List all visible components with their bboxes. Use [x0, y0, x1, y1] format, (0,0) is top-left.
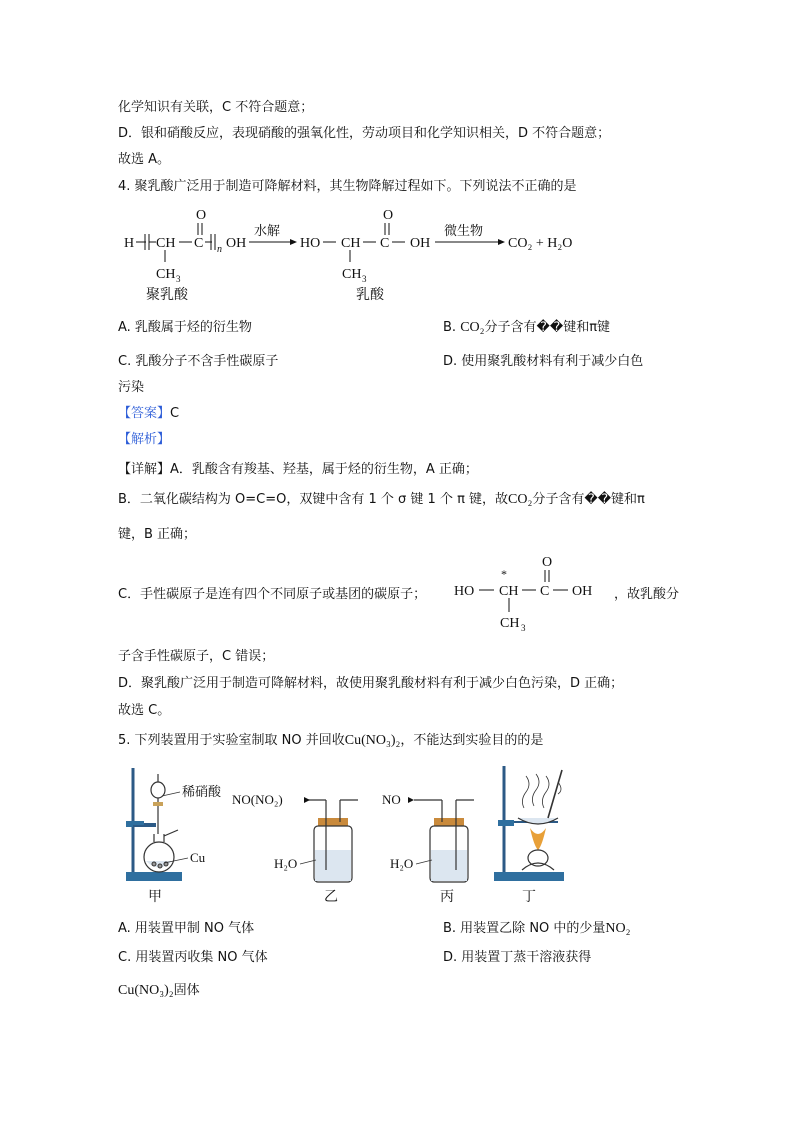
label-bing: 丙	[440, 889, 454, 905]
answer-value: C	[170, 406, 180, 421]
q4-option-a: A. 乳酸属于烃的衍生物	[118, 320, 252, 335]
svg-text:CH: CH	[342, 267, 362, 282]
q4-option-d: D. 使用聚乳酸材料有利于减少白色	[443, 354, 644, 369]
svg-text:HO: HO	[454, 584, 475, 599]
analysis-tag: 【解析】	[118, 432, 171, 447]
option-b-suffix: 分子含有��键和π键	[484, 320, 611, 335]
q5-stem-suffix: ，不能达到实验目的的是	[400, 733, 544, 748]
detail-c-part2: ，故乳酸分	[614, 587, 680, 602]
svg-text:3: 3	[176, 274, 181, 284]
svg-text:3: 3	[521, 623, 526, 632]
svg-text:CH: CH	[500, 616, 520, 631]
gas-in-yi-label: NO(NO₂)	[232, 792, 283, 807]
detail-a: A．乳酸含有羧基、羟基，属于烃的衍生物，A 正确；	[170, 462, 478, 477]
co2-formula: CO₂	[460, 320, 485, 335]
q5-option-c: C. 用装置丙收集 NO 气体	[118, 950, 268, 965]
apparatus-yi	[300, 800, 358, 882]
detail-b-line	[118, 491, 645, 509]
question-5-stem	[118, 732, 543, 750]
q5-option-b	[443, 920, 631, 938]
label-ding: 丁	[522, 889, 536, 905]
svg-text:C: C	[194, 236, 204, 251]
svg-text:CH: CH	[341, 236, 361, 251]
dilute-nitric-acid-label: 稀硝酸	[182, 785, 222, 800]
detail-b-part2: 分子含有��键和π	[532, 492, 645, 507]
q5-option-d-suffix: 固体	[173, 983, 200, 998]
svg-text:*: *	[501, 567, 507, 581]
conclusion: 故选 C。	[118, 703, 171, 718]
polymer-label: 聚乳酸	[146, 287, 188, 303]
lactic-acid-label: 乳酸	[356, 287, 384, 303]
copper-label: Cu	[190, 850, 206, 865]
q4-option-b	[443, 319, 610, 337]
arrow-label-microbe: 微生物	[444, 224, 484, 239]
apparatus-ding	[494, 766, 564, 881]
detail-c-part1: C．手性碳原子是连有四个不同原子或基团的碳原子；	[118, 587, 427, 602]
q5-option-a: A. 用装置甲制 NO 气体	[118, 921, 255, 936]
svg-text:OH: OH	[572, 584, 593, 599]
text-line: D．银和硝酸反应，表现硝酸的强氧化性，劳动项目和化学知识相关，D 不符合题意；	[118, 126, 611, 141]
chiral-lactic-acid-structure	[452, 550, 614, 632]
cu-nitrate-formula: Cu(NO₃)₂	[344, 733, 401, 748]
text-line: 化学知识有关联，C 不符合题意；	[118, 100, 314, 115]
no2-formula: NO₂	[605, 921, 631, 936]
apparatus-jia	[126, 768, 188, 881]
co2-formula: CO₂	[508, 492, 533, 507]
detail-c-continued: 子含手性碳原子，C 错误；	[118, 649, 275, 664]
q5-option-d: D. 用装置丁蒸干溶液获得	[443, 950, 592, 965]
answer-line	[118, 405, 179, 423]
svg-text:3: 3	[362, 274, 367, 284]
svg-text:O: O	[383, 208, 394, 223]
svg-text:n: n	[217, 244, 222, 255]
svg-text:OH: OH	[410, 236, 431, 251]
water-label-yi: H₂O	[274, 856, 298, 871]
svg-text:OH: OH	[226, 236, 247, 251]
q5-option-d-continued	[118, 982, 200, 1000]
svg-text:H: H	[124, 236, 135, 251]
svg-text:CH: CH	[499, 584, 519, 599]
water-label-bing: H₂O	[390, 856, 414, 871]
q4-reaction-scheme	[118, 200, 618, 306]
label-yi: 乙	[324, 889, 338, 905]
svg-text:C: C	[540, 584, 550, 599]
option-b-prefix: B.	[443, 320, 461, 335]
q5-option-b-prefix: B. 用装置乙除 NO 中的少量	[443, 921, 606, 936]
cu-nitrate-formula: Cu(NO₃)₂	[118, 983, 174, 998]
detail-b-continued: 键，B 正确；	[118, 527, 197, 542]
question-4-stem: 4. 聚乳酸广泛用于制造可降解材料，其生物降解过程如下。下列说法不正确的是	[118, 179, 577, 194]
arrow-label-hydrolysis: 水解	[254, 224, 281, 239]
svg-text:CH: CH	[156, 267, 176, 282]
q5-apparatus-figure	[118, 760, 588, 908]
svg-text:CH: CH	[156, 236, 176, 251]
apparatus-bing	[414, 800, 474, 882]
q4-option-d-continued: 污染	[118, 380, 145, 395]
detail-a-line	[118, 461, 478, 479]
label-jia: 甲	[148, 889, 162, 905]
text-line: 故选 A。	[118, 152, 171, 167]
gas-in-bing-label: NO	[382, 792, 401, 807]
products-text: CO₂ + H₂O	[508, 236, 573, 251]
answer-tag: 【答案】	[118, 406, 171, 421]
detail-tag: 【详解】	[118, 462, 171, 477]
svg-text:C: C	[380, 236, 390, 251]
svg-text:O: O	[196, 208, 207, 223]
q4-option-c: C. 乳酸分子不含手性碳原子	[118, 354, 279, 369]
svg-text:HO: HO	[300, 236, 321, 251]
detail-b-part1: B．二氧化碳结构为 O=C=O，双键中含有 1 个 σ 键 1 个 π 键，故	[118, 492, 509, 507]
q5-stem-prefix: 5. 下列装置用于实验室制取 NO 并回收	[118, 733, 345, 748]
svg-text:O: O	[542, 555, 553, 570]
detail-d: D．聚乳酸广泛用于制造可降解材料，故使用聚乳酸材料有利于减少白色污染，D 正确；	[118, 676, 624, 691]
